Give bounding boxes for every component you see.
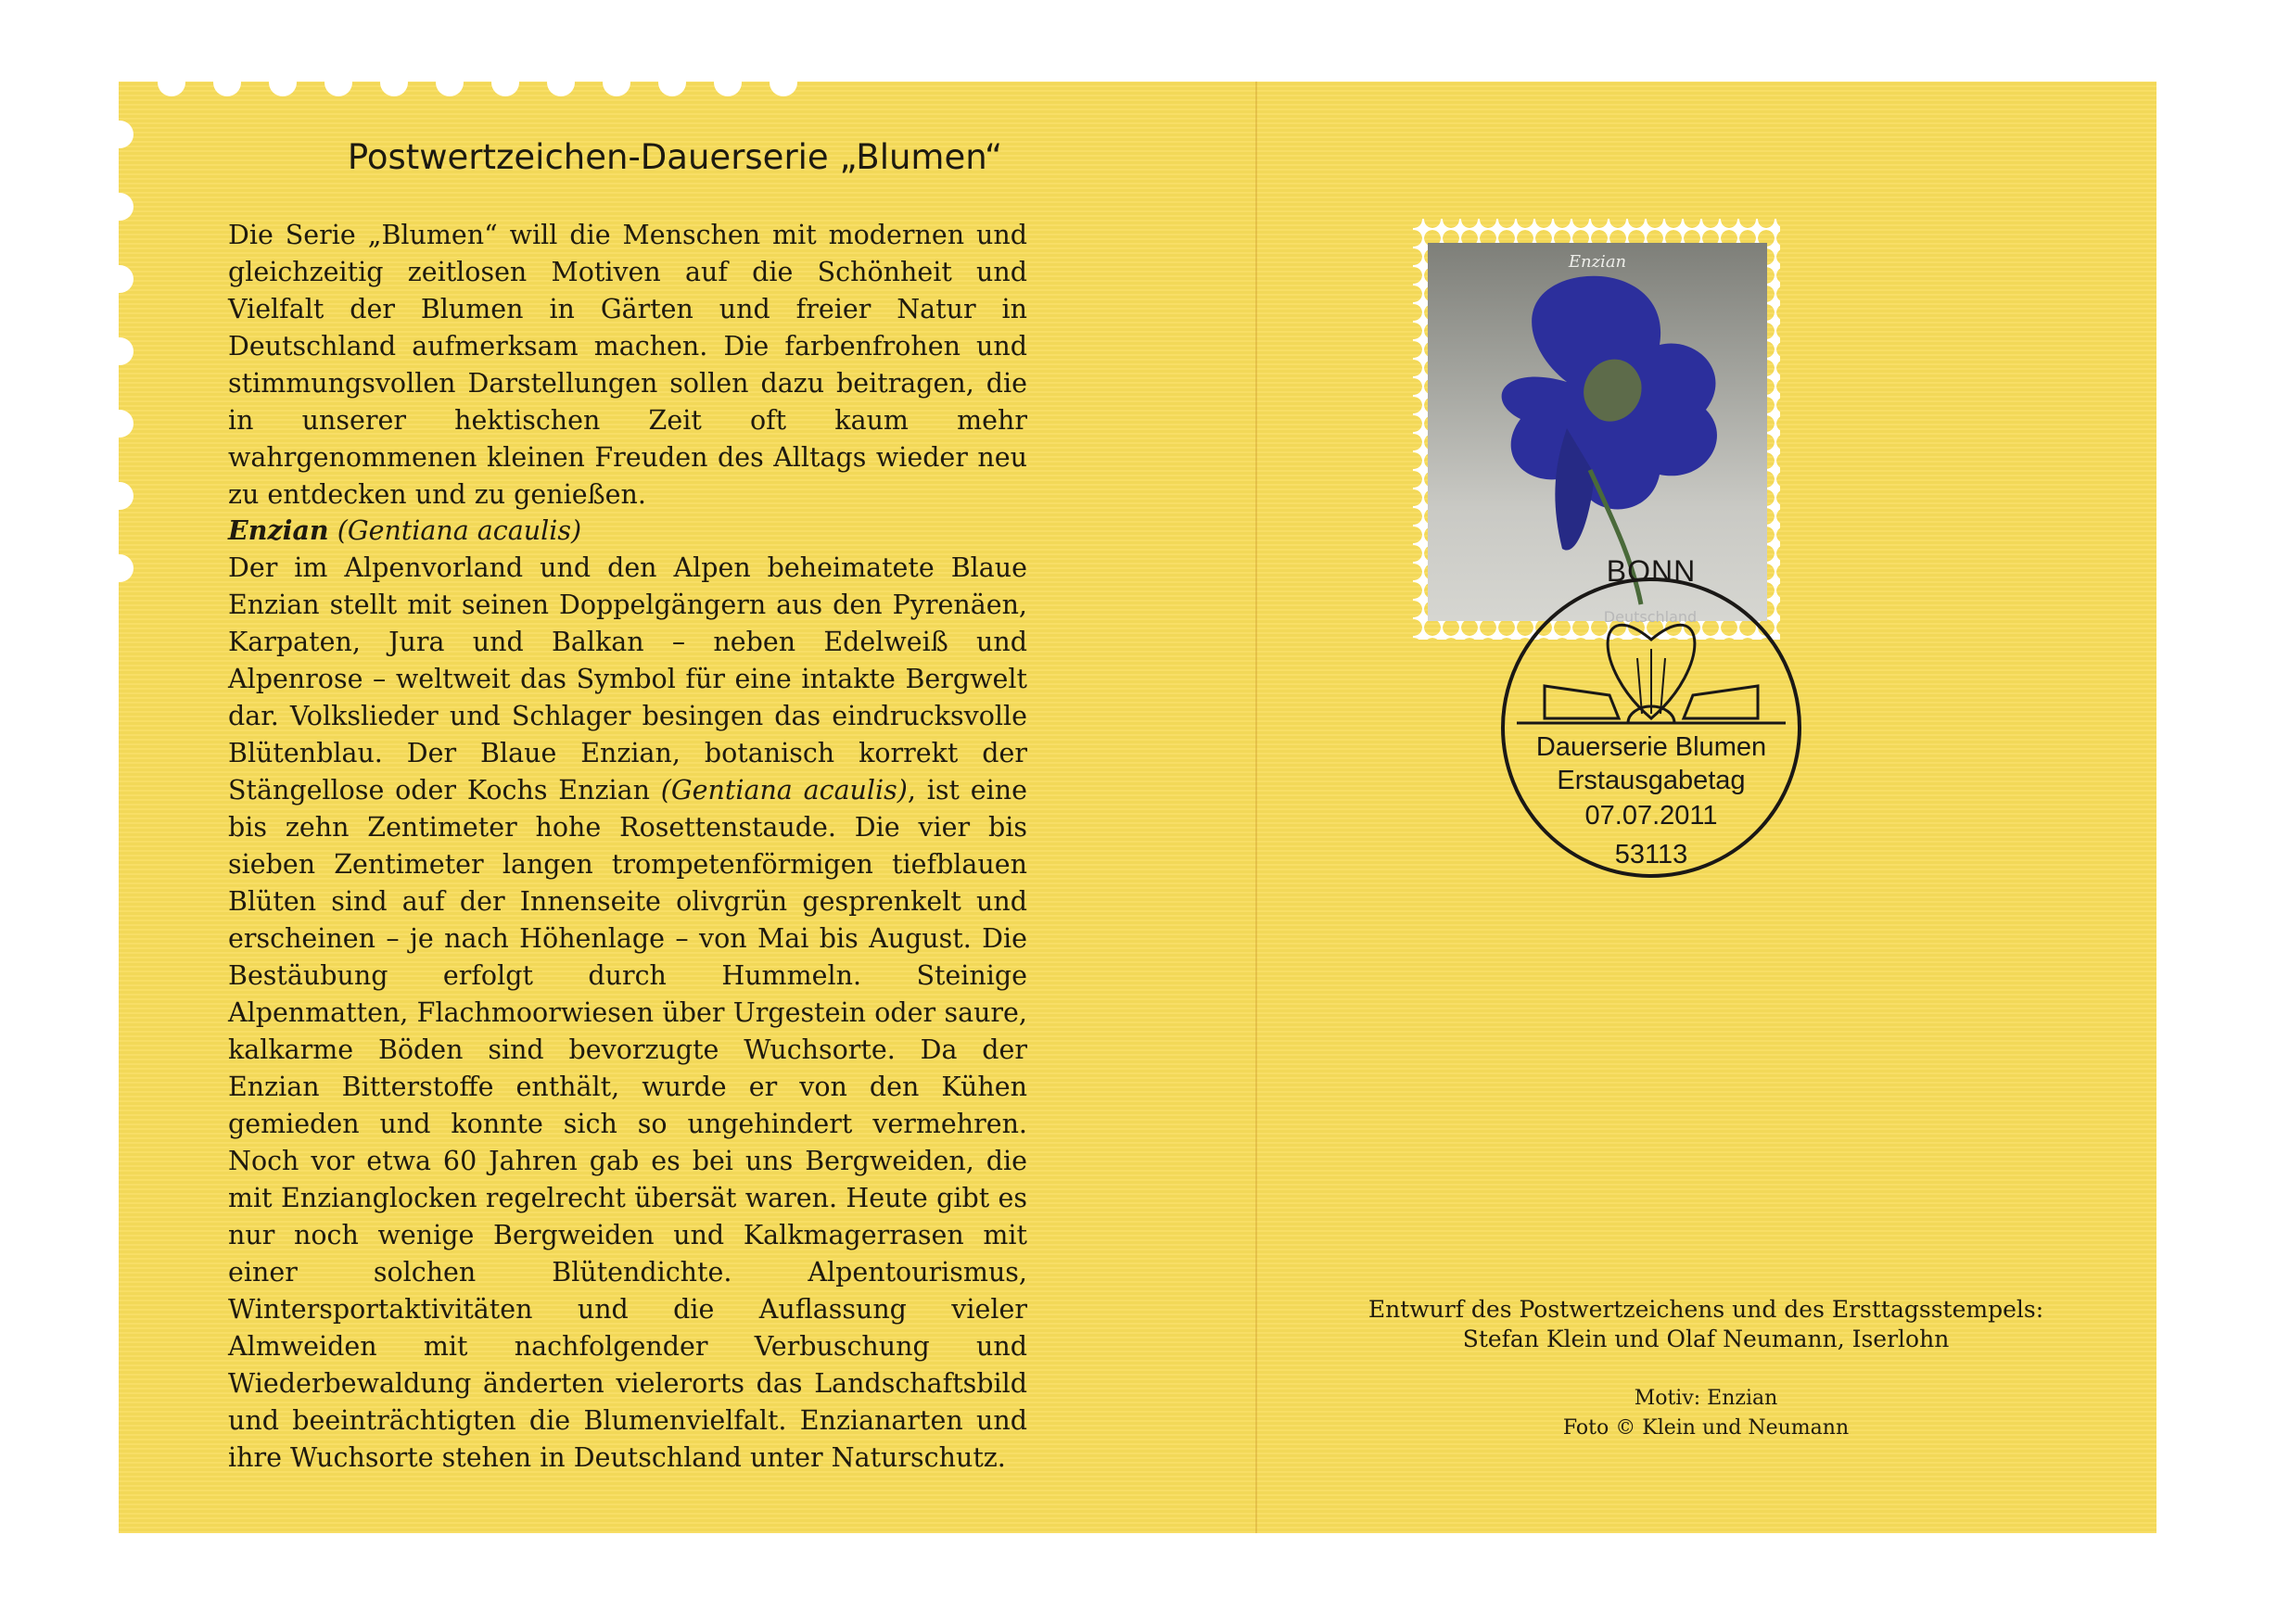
stamp-country: Deutschland (1603, 608, 1698, 626)
intro-paragraph: Die Serie „Blumen“ will die Menschen mit modernen und gleichzeitig zeitlosen Motiven auf die Schönheit und Vielfalt der Blumen in Gärten und freier Natur in Deutschland aufmerksam machen. Die farbenfrohen und stimmungsvollen Darstellungen sollen dazu beitragen, die in unserer hektischen Zeit oft kaum mehr wahrgenommenen kleinen Freuden des Alltags wieder neu zu entdecken und zu genießen. (228, 220, 1027, 510)
perforation-notch (380, 69, 408, 96)
postmark-city: BONN (1606, 554, 1697, 588)
perforation-notch (547, 69, 575, 96)
perforation-notch (491, 69, 519, 96)
design-credit-heading: Entwurf des Postwertzeichens und des Ersttagsstempels: (1368, 1296, 2044, 1323)
postmark-date: 07.07.2011 (1584, 801, 1718, 831)
enzian-section (228, 512, 1027, 1477)
section-body (228, 550, 1027, 1477)
design-credit-names: Stefan Klein und Olaf Neumann, Iserlohn (1462, 1326, 1950, 1352)
postmark-postal-code: 53113 (1614, 840, 1688, 869)
perforation-notch (324, 69, 352, 96)
perforation-notch (106, 265, 134, 293)
perforation-notch (770, 69, 797, 96)
postmark-series: Dauerserie Blumen (1535, 732, 1767, 762)
perforation-notch (106, 482, 134, 510)
perforation-notch (106, 554, 134, 582)
postmark-issue-day: Erstausgabetag (1557, 766, 1746, 795)
perforation-notch (106, 337, 134, 365)
section-heading (228, 512, 1027, 550)
photo-credit: Foto © Klein und Neumann (1562, 1416, 1850, 1440)
perforation-notch (269, 69, 297, 96)
perforation-notch (436, 69, 464, 96)
stamp-label: Enzian (1568, 252, 1627, 272)
motif-credit: Motiv: Enzian (1634, 1387, 1778, 1410)
perforation-notch (106, 410, 134, 438)
page-title: Postwertzeichen-Dauerserie „Blumen“ (347, 137, 1003, 177)
perforation-notch (106, 121, 134, 148)
perforation-notch (158, 69, 185, 96)
perforation-notch (213, 69, 241, 96)
section-body-part-2: , ist eine bis zehn Zentimeter hohe Rosettenstaude. Die vier bis sieben Zentimeter langen trompetenförmigen tiefblauen Blüten sind auf der Innenseite olivgrün gesprenkelt und erscheinen – je nach Höhenlage – von Mai bis August. Die Bestäubung erfolgt durch Hummeln. Steinige Alpenmatten, Flachmoorwiesen über Urgestein oder saure, kalkarme Böden sind bevorzugte Wuchsorte. Da der Enzian Bitterstoffe enthält, wurde er von den Kühen gemieden und konnte sich so ungehindert vermehren. Noch vor etwa 60 Jahren gab es bei uns Bergweiden, die mit Enzianglocken regelrecht übersät waren. Heute gibt es nur noch wenige Bergweiden und Kalkmagerrasen mit einer solchen Blütendichte. Alpentourismus, Wintersportaktivitäten und die Auflassung vieler Almweiden mit nachfolgender Verbuschung und Wiederbewaldung änderten vielerorts das Landschaftsbild und beeinträchtigten die Blumenvielfalt. Enzianarten und ihre Wuchsorte stehen in Deutschland unter Naturschutz. (228, 775, 1028, 1473)
section-latin-name: (Gentiana acaulis) (337, 515, 582, 546)
perforation-notch (714, 69, 742, 96)
perforation-notch (106, 193, 134, 221)
perforation-notch (603, 69, 630, 96)
section-body-latin: (Gentiana acaulis) (660, 775, 908, 806)
section-body-part-1: Der im Alpenvorland und den Alpen beheimatete Blaue Enzian stellt mit seinen Doppelgängern aus den Pyrenäen, Karpaten, Jura und Balkan – neben Edelweiß und Alpenrose – weltweit das Symbol für eine intakte Bergwelt dar. Volkslieder und Schlager besingen das eindrucksvolle Blütenblau. Der Blaue Enzian, botanisch korrekt der Stängellose oder Kochs Enzian (228, 552, 1027, 806)
perforation-notch (658, 69, 686, 96)
section-name: Enzian (228, 514, 329, 546)
